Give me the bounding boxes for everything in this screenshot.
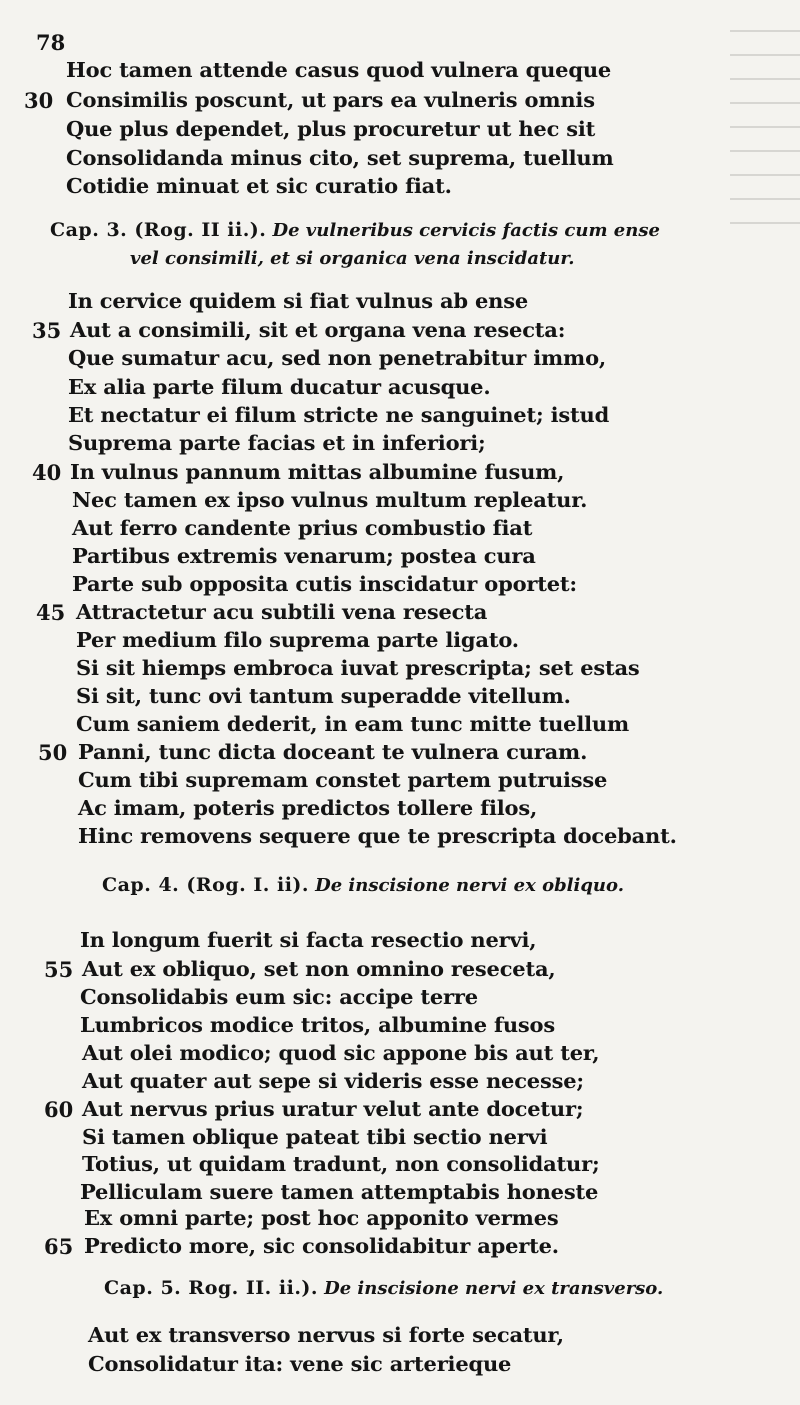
bleed-through [730, 30, 800, 230]
verse-line: Cum tibi supremam constet partem putruisse [78, 768, 608, 792]
chapter-title: De vulneribus cervicis factis cum ense [272, 220, 660, 241]
verse-line: Si tamen oblique pateat tibi sectio nervi [82, 1125, 548, 1149]
line-number: 55 [44, 957, 74, 982]
verse-line: Predicto more, sic consolidabitur aperte. [84, 1234, 559, 1258]
verse-line: Si sit, tunc ovi tantum superadde vitellum. [76, 684, 571, 708]
verse-line: Lumbricos modice tritos, albumine fusos [80, 1013, 555, 1037]
verse-line: Aut a consimili, sit et organa vena resecta: [70, 318, 566, 342]
chapter-title: De inscisione nervi ex transverso. [324, 1278, 664, 1299]
verse-line: Aut ex obliquo, set non omnino reseceta, [82, 957, 556, 981]
verse-line: Consimilis poscunt, ut pars ea vulneris omnis [66, 88, 595, 112]
line-number: 50 [38, 740, 68, 765]
verse-line: Panni, tunc dicta doceant te vulnera curam. [78, 740, 588, 764]
verse-line: Cum saniem dederit, in eam tunc mitte tuellum [76, 712, 629, 736]
verse-line: Attractetur acu subtili vena resecta [76, 600, 488, 624]
chapter-label: Cap. 5. Rog. II. ii.). [104, 1277, 319, 1299]
verse-line: Ex alia parte filum ducatur acusque. [68, 375, 491, 399]
verse-line: Cotidie minuat et sic curatio fiat. [66, 174, 452, 198]
verse-line: Pelliculam suere tamen attemptabis honeste [80, 1180, 599, 1204]
line-number: 45 [36, 600, 66, 625]
chapter-heading [50, 219, 660, 241]
verse-line: Que plus dependet, plus procuretur ut hec sit [66, 117, 596, 141]
verse-line: Nec tamen ex ipso vulnus multum repleatur. [72, 488, 588, 512]
line-number: 30 [24, 88, 54, 113]
verse-line: Hoc tamen attende casus quod vulnera queque [66, 58, 612, 82]
verse-line: Si sit hiemps embroca iuvat prescripta; set estas [76, 656, 640, 680]
verse-line: Aut olei modico; quod sic appone bis aut ter, [82, 1041, 600, 1065]
line-number: 35 [32, 318, 62, 343]
verse-line: Aut nervus prius uratur velut ante docetur; [82, 1097, 584, 1121]
page-number: 78 [36, 30, 66, 55]
chapter-title: De inscisione nervi ex obliquo. [315, 875, 624, 896]
verse-line: Et nectatur ei filum stricte ne sanguinet; istud [68, 403, 610, 427]
verse-line: Consolidatur ita: vene sic arterieque [88, 1352, 512, 1376]
verse-line: Hinc removens sequere que te prescripta docebant. [78, 824, 677, 848]
chapter-label: Cap. 4. (Rog. I. ii). [102, 874, 310, 896]
verse-line: Parte sub opposita cutis inscidatur oportet: [72, 572, 577, 596]
verse-line: In longum fuerit si facta resectio nervi, [80, 928, 537, 952]
chapter-heading [104, 1277, 663, 1299]
verse-line: Aut ferro candente prius combustio fiat [72, 516, 533, 540]
line-number: 60 [44, 1097, 74, 1122]
line-number: 65 [44, 1234, 74, 1259]
verse-line: Ex omni parte; post hoc apponito vermes [84, 1206, 559, 1230]
line-number: 40 [32, 460, 62, 485]
verse-line: Consolidanda minus cito, set suprema, tuellum [66, 146, 614, 170]
chapter-heading [102, 874, 624, 896]
verse-line: Suprema parte facias et in inferiori; [68, 431, 486, 455]
verse-line: Aut ex transverso nervus si forte secatur, [88, 1323, 564, 1347]
verse-line: Aut quater aut sepe si videris esse necesse; [82, 1069, 584, 1093]
chapter-label: Cap. 3. (Rog. II ii.). [50, 219, 267, 241]
verse-line: Per medium filo suprema parte ligato. [76, 628, 519, 652]
verse-line: Que sumatur acu, sed non penetrabitur immo, [68, 346, 606, 370]
verse-line: Consolidabis eum sic: accipe terre [80, 985, 478, 1009]
verse-line: Ac imam, poteris predictos tollere filos, [78, 796, 538, 820]
verse-line: Partibus extremis venarum; postea cura [72, 544, 536, 568]
verse-line: In cervice quidem si fiat vulnus ab ense [68, 289, 529, 313]
verse-line: In vulnus pannum mittas albumine fusum, [70, 460, 565, 484]
chapter-title-cont: vel consimili, et si organica vena inscidatur. [130, 248, 575, 269]
verse-line: Totius, ut quidam tradunt, non consolidatur; [82, 1152, 600, 1176]
